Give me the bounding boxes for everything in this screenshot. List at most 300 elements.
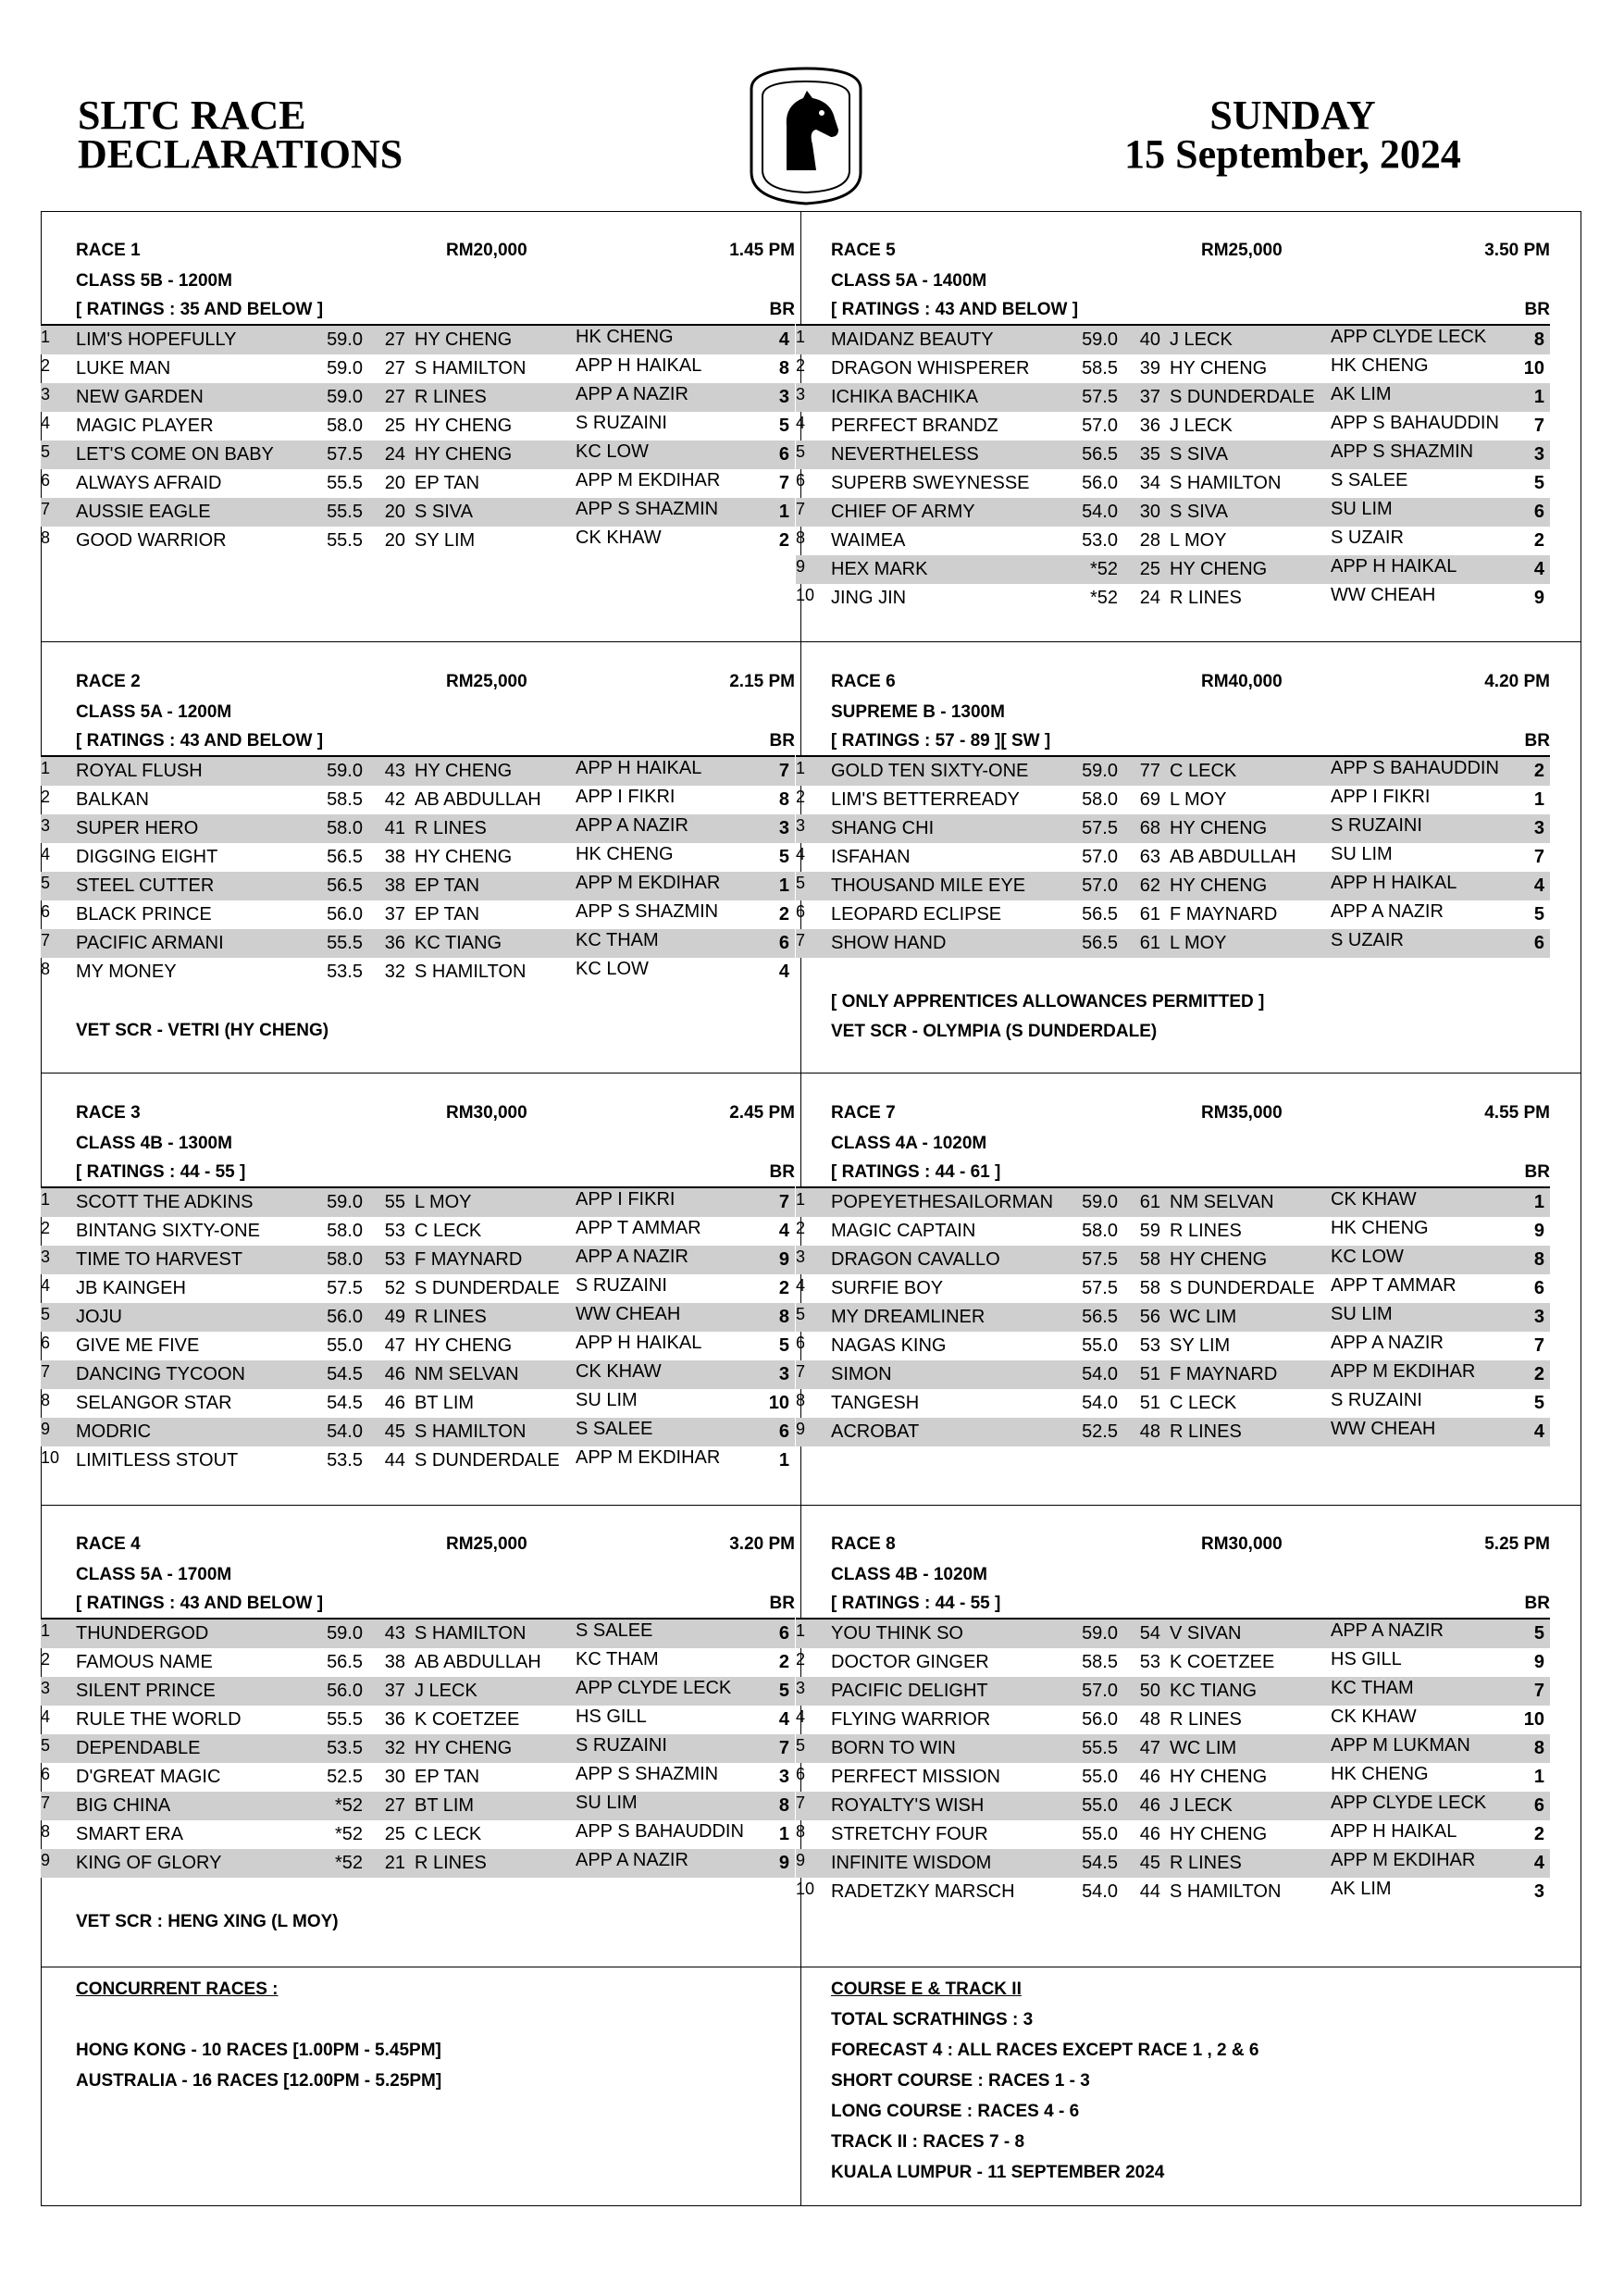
barrier-draw: 8	[1533, 329, 1544, 350]
entry-row	[41, 527, 795, 555]
trainer-name: C LECK	[415, 1221, 482, 1241]
race-note: [ ONLY APPRENTICES ALLOWANCES PERMITTED ]	[831, 992, 1265, 1011]
horse-rating: 27	[384, 329, 405, 350]
entry-number: 2	[796, 1219, 806, 1237]
barrier-draw: 7	[1533, 1335, 1544, 1356]
handicap-weight: 55.5	[327, 933, 363, 953]
race-class: SUPREME B - 1300M	[831, 702, 1005, 722]
horse-rating: 46	[384, 1364, 405, 1384]
race-note	[41, 1878, 795, 1907]
barrier-draw: 1	[778, 502, 789, 522]
entry-row	[41, 958, 795, 987]
horse-name: JOJU	[76, 1307, 122, 1327]
handicap-weight: 57.0	[1082, 847, 1118, 867]
jockey-name: APP S SHAZMIN	[576, 499, 719, 519]
entry-number: 5	[41, 1736, 51, 1755]
horse-name: SILENT PRINCE	[76, 1681, 216, 1701]
horse-rating: 53	[384, 1221, 405, 1241]
handicap-weight: 57.0	[1082, 875, 1118, 896]
barrier-column-label: BR	[1524, 1162, 1550, 1182]
entry-row	[41, 843, 795, 872]
entry-number: 8	[796, 1822, 806, 1841]
horse-name: SHANG CHI	[831, 818, 935, 838]
horse-name: LET'S COME ON BABY	[76, 444, 274, 465]
entry-number: 6	[796, 471, 806, 490]
handicap-weight: 56.0	[327, 1681, 363, 1701]
trainer-name: WC LIM	[1170, 1738, 1237, 1758]
horse-rating: 41	[384, 818, 405, 838]
race-header	[796, 235, 1550, 267]
trainer-name: R LINES	[1170, 1421, 1242, 1442]
entry-number: 2	[41, 356, 51, 375]
race-class: CLASS 4B - 1020M	[831, 1565, 987, 1584]
entry-row	[41, 900, 795, 929]
horse-rating: 56	[1139, 1307, 1160, 1327]
barrier-draw: 1	[1533, 1767, 1544, 1787]
race-ratings	[796, 1159, 1550, 1188]
course-info-line: SHORT COURSE : RACES 1 - 3	[831, 2071, 1090, 2091]
entry-number: 8	[796, 1391, 806, 1409]
jockey-name: S RUZAINI	[1331, 815, 1422, 836]
jockey-name: AK LIM	[1331, 1879, 1392, 1899]
jockey-name: APP T AMMAR	[1331, 1275, 1457, 1296]
race-block	[796, 666, 1550, 1047]
jockey-name: CK KHAW	[1331, 1189, 1417, 1210]
entry-number: 9	[41, 1851, 51, 1869]
barrier-draw: 2	[778, 1652, 789, 1672]
handicap-weight: 54.0	[1082, 1364, 1118, 1384]
race-title: RACE 3	[76, 1103, 141, 1123]
horse-rating: 25	[384, 1824, 405, 1844]
horse-name: LUKE MAN	[76, 358, 171, 379]
handicap-weight: 59.0	[327, 761, 363, 781]
trainer-name: R LINES	[1170, 1221, 1242, 1241]
handicap-weight: *52	[1089, 588, 1118, 608]
race-header	[796, 1098, 1550, 1129]
horse-name: GOOD WARRIOR	[76, 530, 227, 551]
horse-rating: 38	[384, 1652, 405, 1672]
horse-name: ISFAHAN	[831, 847, 911, 867]
race-ratings	[41, 727, 795, 757]
jockey-name: S SALEE	[576, 1419, 653, 1439]
barrier-draw: 3	[778, 1364, 789, 1384]
jockey-name: SU LIM	[576, 1390, 638, 1410]
entry-row	[796, 1332, 1550, 1360]
barrier-draw: 2	[1533, 1824, 1544, 1844]
handicap-weight: 57.0	[1082, 416, 1118, 436]
barrier-draw: 2	[1533, 530, 1544, 551]
handicap-weight: 59.0	[327, 329, 363, 350]
horse-name: LIM'S BETTERREADY	[831, 789, 1020, 810]
ratings-text: [ RATINGS : 35 AND BELOW ]	[76, 300, 324, 319]
trainer-name: HY CHENG	[415, 1738, 513, 1758]
entry-number: 3	[41, 1679, 51, 1697]
handicap-weight: *52	[334, 1853, 363, 1873]
horse-name: SCOTT THE ADKINS	[76, 1192, 254, 1212]
handicap-weight: 55.0	[1082, 1767, 1118, 1787]
horse-name: STRETCHY FOUR	[831, 1824, 988, 1844]
entry-row	[41, 1217, 795, 1246]
document-title	[78, 93, 403, 177]
horse-rating: 59	[1139, 1221, 1160, 1241]
horse-name: THOUSAND MILE EYE	[831, 875, 1026, 896]
jockey-name: WW CHEAH	[1331, 585, 1436, 605]
jockey-name: HS GILL	[1331, 1649, 1402, 1669]
barrier-draw: 10	[768, 1393, 789, 1413]
entry-number: 6	[41, 1334, 51, 1352]
title-line-2: DECLARATIONS	[78, 131, 403, 177]
handicap-weight: 56.0	[327, 1307, 363, 1327]
barrier-draw: 8	[778, 789, 789, 810]
barrier-draw: 2	[778, 1278, 789, 1298]
horse-name: HEX MARK	[831, 559, 928, 579]
horse-name: LIMITLESS STOUT	[76, 1450, 239, 1471]
handicap-weight: 53.5	[327, 962, 363, 982]
course-info-line: TRACK II : RACES 7 - 8	[831, 2132, 1025, 2152]
entry-number: 8	[41, 960, 51, 978]
race-prize: RM25,000	[446, 672, 527, 691]
entry-number: 4	[796, 414, 806, 432]
trainer-name: J LECK	[415, 1681, 477, 1701]
entry-number: 6	[41, 902, 51, 921]
jockey-name: HK CHENG	[1331, 1218, 1429, 1238]
handicap-weight: 58.0	[1082, 1221, 1118, 1241]
race-block	[41, 235, 795, 555]
jockey-name: APP S SHAZMIN	[1331, 441, 1474, 462]
trainer-name: HY CHENG	[415, 416, 513, 436]
entry-number: 3	[41, 1247, 51, 1266]
horse-name: SUPER HERO	[76, 818, 199, 838]
horse-rating: 20	[384, 502, 405, 522]
entry-row	[796, 757, 1550, 786]
trainer-name: S DUNDERDALE	[1170, 387, 1315, 407]
horse-name: DOCTOR GINGER	[831, 1652, 989, 1672]
trainer-name: BT LIM	[415, 1393, 475, 1413]
jockey-name: S UZAIR	[1331, 930, 1404, 950]
ratings-text: [ RATINGS : 57 - 89 ][ SW ]	[831, 731, 1051, 751]
race-title: RACE 2	[76, 672, 141, 691]
barrier-draw: 3	[1533, 818, 1544, 838]
horse-rating: 42	[384, 789, 405, 810]
handicap-weight: 55.0	[327, 1335, 363, 1356]
handicap-weight: 57.0	[1082, 1681, 1118, 1701]
barrier-column-label: BR	[769, 300, 795, 319]
horse-rating: 45	[384, 1421, 405, 1442]
horse-name: SELANGOR STAR	[76, 1393, 232, 1413]
entry-row	[41, 1849, 795, 1878]
concurrent-line: HONG KONG - 10 RACES [1.00PM - 5.45PM]	[76, 2041, 441, 2060]
entry-number: 7	[41, 500, 51, 518]
horse-rating: 25	[384, 416, 405, 436]
jockey-name: APP M EKDIHAR	[576, 470, 721, 490]
entry-row	[796, 383, 1550, 412]
ratings-text: [ RATINGS : 44 - 55 ]	[76, 1162, 246, 1182]
race-ratings	[41, 1159, 795, 1188]
horse-name: ROYAL FLUSH	[76, 761, 203, 781]
barrier-draw: 8	[778, 1795, 789, 1816]
entry-number: 7	[41, 1362, 51, 1381]
horse-rating: 36	[384, 1709, 405, 1730]
entry-row	[41, 354, 795, 383]
trainer-name: NM SELVAN	[415, 1364, 519, 1384]
jockey-name: APP S SHAZMIN	[576, 1764, 719, 1784]
horse-name: MY MONEY	[76, 962, 177, 982]
horse-name: SIMON	[831, 1364, 892, 1384]
race-block	[41, 666, 795, 1046]
race-block	[796, 1098, 1550, 1446]
entry-row	[796, 1303, 1550, 1332]
race-note	[41, 987, 795, 1016]
trainer-name: S HAMILTON	[1170, 473, 1282, 493]
jockey-name: SU LIM	[576, 1793, 638, 1813]
race-note: VET SCR - OLYMPIA (S DUNDERDALE)	[831, 1022, 1158, 1041]
horse-rating: 46	[1139, 1795, 1160, 1816]
handicap-weight: 53.0	[1082, 530, 1118, 551]
trainer-name: KC TIANG	[1170, 1681, 1258, 1701]
handicap-weight: 58.0	[327, 416, 363, 436]
trainer-name: HY CHENG	[415, 1335, 513, 1356]
entry-row	[796, 1734, 1550, 1763]
concurrent-line: AUSTRALIA - 16 RACES [12.00PM - 5.25PM]	[76, 2071, 442, 2091]
horse-rating: 43	[384, 761, 405, 781]
horse-rating: 63	[1139, 847, 1160, 867]
race-ratings	[796, 1590, 1550, 1620]
barrier-draw: 5	[778, 416, 789, 436]
horse-name: PERFECT MISSION	[831, 1767, 1000, 1787]
horse-name: STEEL CUTTER	[76, 875, 215, 896]
race-date-text: 15 September, 2024	[1124, 131, 1461, 177]
entry-row	[796, 1274, 1550, 1303]
horse-rating: 34	[1139, 473, 1160, 493]
jockey-name: KC LOW	[576, 959, 649, 979]
concurrent-races-heading: CONCURRENT RACES :	[76, 1980, 279, 1999]
trainer-name: SY LIM	[1170, 1335, 1231, 1356]
trainer-name: R LINES	[415, 1853, 487, 1873]
barrier-column-label: BR	[1524, 1594, 1550, 1613]
handicap-weight: 56.0	[1082, 473, 1118, 493]
entry-number: 4	[796, 1276, 806, 1295]
trainer-name: V SIVAN	[1170, 1623, 1242, 1644]
handicap-weight: 57.5	[1082, 387, 1118, 407]
handicap-weight: 58.0	[327, 1221, 363, 1241]
trainer-name: S DUNDERDALE	[1170, 1278, 1315, 1298]
entry-number: 3	[41, 385, 51, 403]
barrier-draw: 10	[1523, 358, 1544, 379]
horse-rating: 44	[384, 1450, 405, 1471]
jockey-name: APP A NAZIR	[576, 815, 688, 836]
horse-rating: 46	[1139, 1824, 1160, 1844]
trainer-name: S SIVA	[1170, 502, 1228, 522]
club-logo	[742, 61, 870, 209]
entry-row	[796, 498, 1550, 527]
trainer-name: S SIVA	[415, 502, 473, 522]
handicap-weight: 54.0	[1082, 502, 1118, 522]
barrier-draw: 4	[778, 329, 789, 350]
jockey-name: CK KHAW	[576, 527, 662, 548]
barrier-draw: 6	[1533, 1278, 1544, 1298]
ratings-text: [ RATINGS : 43 AND BELOW ]	[76, 1594, 324, 1613]
trainer-name: L MOY	[1170, 789, 1227, 810]
race-title: RACE 7	[831, 1103, 896, 1123]
entry-number: 9	[796, 1851, 806, 1869]
ratings-text: [ RATINGS : 43 AND BELOW ]	[831, 300, 1079, 319]
trainer-name: R LINES	[1170, 588, 1242, 608]
race-class: CLASS 4A - 1020M	[831, 1134, 987, 1153]
jockey-name: HK CHENG	[576, 844, 674, 864]
race-title: RACE 4	[76, 1534, 141, 1554]
trainer-name: L MOY	[1170, 933, 1227, 953]
horse-name: KING OF GLORY	[76, 1853, 222, 1873]
horse-rating: 32	[384, 962, 405, 982]
entry-number: 4	[41, 414, 51, 432]
trainer-name: F MAYNARD	[1170, 1364, 1278, 1384]
race-prize: RM30,000	[1201, 1534, 1283, 1554]
horse-name: PERFECT BRANDZ	[831, 416, 998, 436]
horse-name: PACIFIC ARMANI	[76, 933, 224, 953]
jockey-name: APP I FIKRI	[576, 787, 676, 807]
handicap-weight: 56.5	[327, 875, 363, 896]
entry-row	[796, 872, 1550, 900]
jockey-name: APP M EKDIHAR	[1331, 1850, 1476, 1870]
jockey-name: APP A NAZIR	[576, 1247, 688, 1267]
handicap-weight: 57.5	[327, 444, 363, 465]
horse-rating: 54	[1139, 1623, 1160, 1644]
horse-rating: 43	[384, 1623, 405, 1644]
entry-number: 5	[796, 874, 806, 892]
horse-rating: 39	[1139, 358, 1160, 379]
handicap-weight: 59.0	[327, 1192, 363, 1212]
entry-row	[796, 527, 1550, 555]
horse-rating: 35	[1139, 444, 1160, 465]
horse-rating: 24	[384, 444, 405, 465]
barrier-draw: 1	[778, 1824, 789, 1844]
race-header	[41, 1098, 795, 1129]
entry-number: 10	[796, 1880, 815, 1898]
horse-name: ALWAYS AFRAID	[76, 473, 222, 493]
barrier-column-label: BR	[1524, 300, 1550, 319]
horse-name: CHIEF OF ARMY	[831, 502, 975, 522]
jockey-name: APP A NAZIR	[1331, 1333, 1444, 1353]
barrier-column-label: BR	[769, 1162, 795, 1182]
jockey-name: APP H HAIKAL	[576, 758, 702, 778]
jockey-name: S RUZAINI	[576, 1275, 667, 1296]
race-prize: RM25,000	[446, 1534, 527, 1554]
horse-rating: 50	[1139, 1681, 1160, 1701]
handicap-weight: 54.5	[1082, 1853, 1118, 1873]
entry-row	[41, 757, 795, 786]
handicap-weight: *52	[334, 1824, 363, 1844]
barrier-draw: 8	[778, 1307, 789, 1327]
entry-row	[796, 1246, 1550, 1274]
trainer-name: HY CHENG	[1170, 1824, 1268, 1844]
jockey-name: APP CLYDE LECK	[1331, 327, 1487, 347]
handicap-weight: 54.5	[327, 1393, 363, 1413]
race-prize: RM35,000	[1201, 1103, 1283, 1123]
barrier-column-label: BR	[1524, 731, 1550, 751]
barrier-draw: 3	[1533, 1881, 1544, 1902]
race-note	[796, 958, 1550, 987]
horse-name: THUNDERGOD	[76, 1623, 209, 1644]
trainer-name: S HAMILTON	[415, 962, 527, 982]
horse-name: SUPERB SWEYNESSE	[831, 473, 1030, 493]
entry-number: 7	[796, 1362, 806, 1381]
entry-row	[796, 1820, 1550, 1849]
race-prize: RM25,000	[1201, 241, 1283, 260]
entry-number: 7	[796, 1793, 806, 1812]
horse-name: POPEYETHESAILORMAN	[831, 1192, 1054, 1212]
entry-row	[41, 1446, 795, 1475]
course-info-line: TOTAL SCRATHINGS : 3	[831, 2010, 1034, 2029]
barrier-column-label: BR	[769, 731, 795, 751]
horse-name: ACROBAT	[831, 1421, 920, 1442]
race-time: 4.20 PM	[1484, 672, 1550, 691]
entry-number: 1	[41, 759, 51, 777]
barrier-draw: 7	[778, 761, 789, 781]
jockey-name: KC THAM	[1331, 1678, 1414, 1698]
race-ratings	[41, 296, 795, 326]
entry-number: 10	[796, 586, 815, 604]
entry-number: 2	[41, 1650, 51, 1669]
horse-rating: 44	[1139, 1881, 1160, 1902]
race-note: VET SCR - VETRI (HY CHENG)	[76, 1021, 329, 1040]
handicap-weight: 57.5	[1082, 1249, 1118, 1270]
entry-number: 7	[41, 1793, 51, 1812]
jockey-name: S SALEE	[576, 1620, 653, 1641]
handicap-weight: 58.0	[327, 818, 363, 838]
trainer-name: HY CHENG	[1170, 1767, 1268, 1787]
jockey-name: WW CHEAH	[1331, 1419, 1436, 1439]
horse-name: JING JIN	[831, 588, 907, 608]
entry-number: 5	[796, 442, 806, 461]
handicap-weight: 58.5	[327, 789, 363, 810]
horse-name: TIME TO HARVEST	[76, 1249, 243, 1270]
jockey-name: APP M EKDIHAR	[576, 1447, 721, 1468]
entry-row	[41, 498, 795, 527]
race-class: CLASS 4B - 1300M	[76, 1134, 232, 1153]
horse-name: DANCING TYCOON	[76, 1364, 245, 1384]
jockey-name: APP T AMMAR	[576, 1218, 701, 1238]
horse-rating: 49	[384, 1307, 405, 1327]
race-block	[796, 235, 1550, 613]
horse-name: BALKAN	[76, 789, 149, 810]
race-class: CLASS 5A - 1700M	[76, 1565, 232, 1584]
entry-row	[41, 1706, 795, 1734]
handicap-weight: 56.0	[327, 904, 363, 925]
entry-number: 1	[41, 1190, 51, 1209]
barrier-draw: 5	[778, 1335, 789, 1356]
entry-row	[41, 1389, 795, 1418]
handicap-weight: 55.5	[1082, 1738, 1118, 1758]
entry-row	[41, 469, 795, 498]
barrier-draw: 3	[778, 387, 789, 407]
race-time: 4.55 PM	[1484, 1103, 1550, 1123]
handicap-weight: 59.0	[327, 1623, 363, 1644]
trainer-name: S DUNDERDALE	[415, 1278, 560, 1298]
barrier-draw: 5	[1533, 473, 1544, 493]
entry-number: 1	[41, 328, 51, 346]
barrier-draw: 1	[778, 1450, 789, 1471]
entry-number: 6	[796, 1765, 806, 1783]
handicap-weight: 56.5	[327, 847, 363, 867]
race-title: RACE 5	[831, 241, 896, 260]
horse-rating: 69	[1139, 789, 1160, 810]
entry-number: 7	[796, 931, 806, 949]
horse-rating: 20	[384, 473, 405, 493]
horse-rating: 53	[1139, 1652, 1160, 1672]
barrier-draw: 3	[778, 1767, 789, 1787]
handicap-weight: 56.0	[1082, 1709, 1118, 1730]
entry-row	[41, 412, 795, 441]
